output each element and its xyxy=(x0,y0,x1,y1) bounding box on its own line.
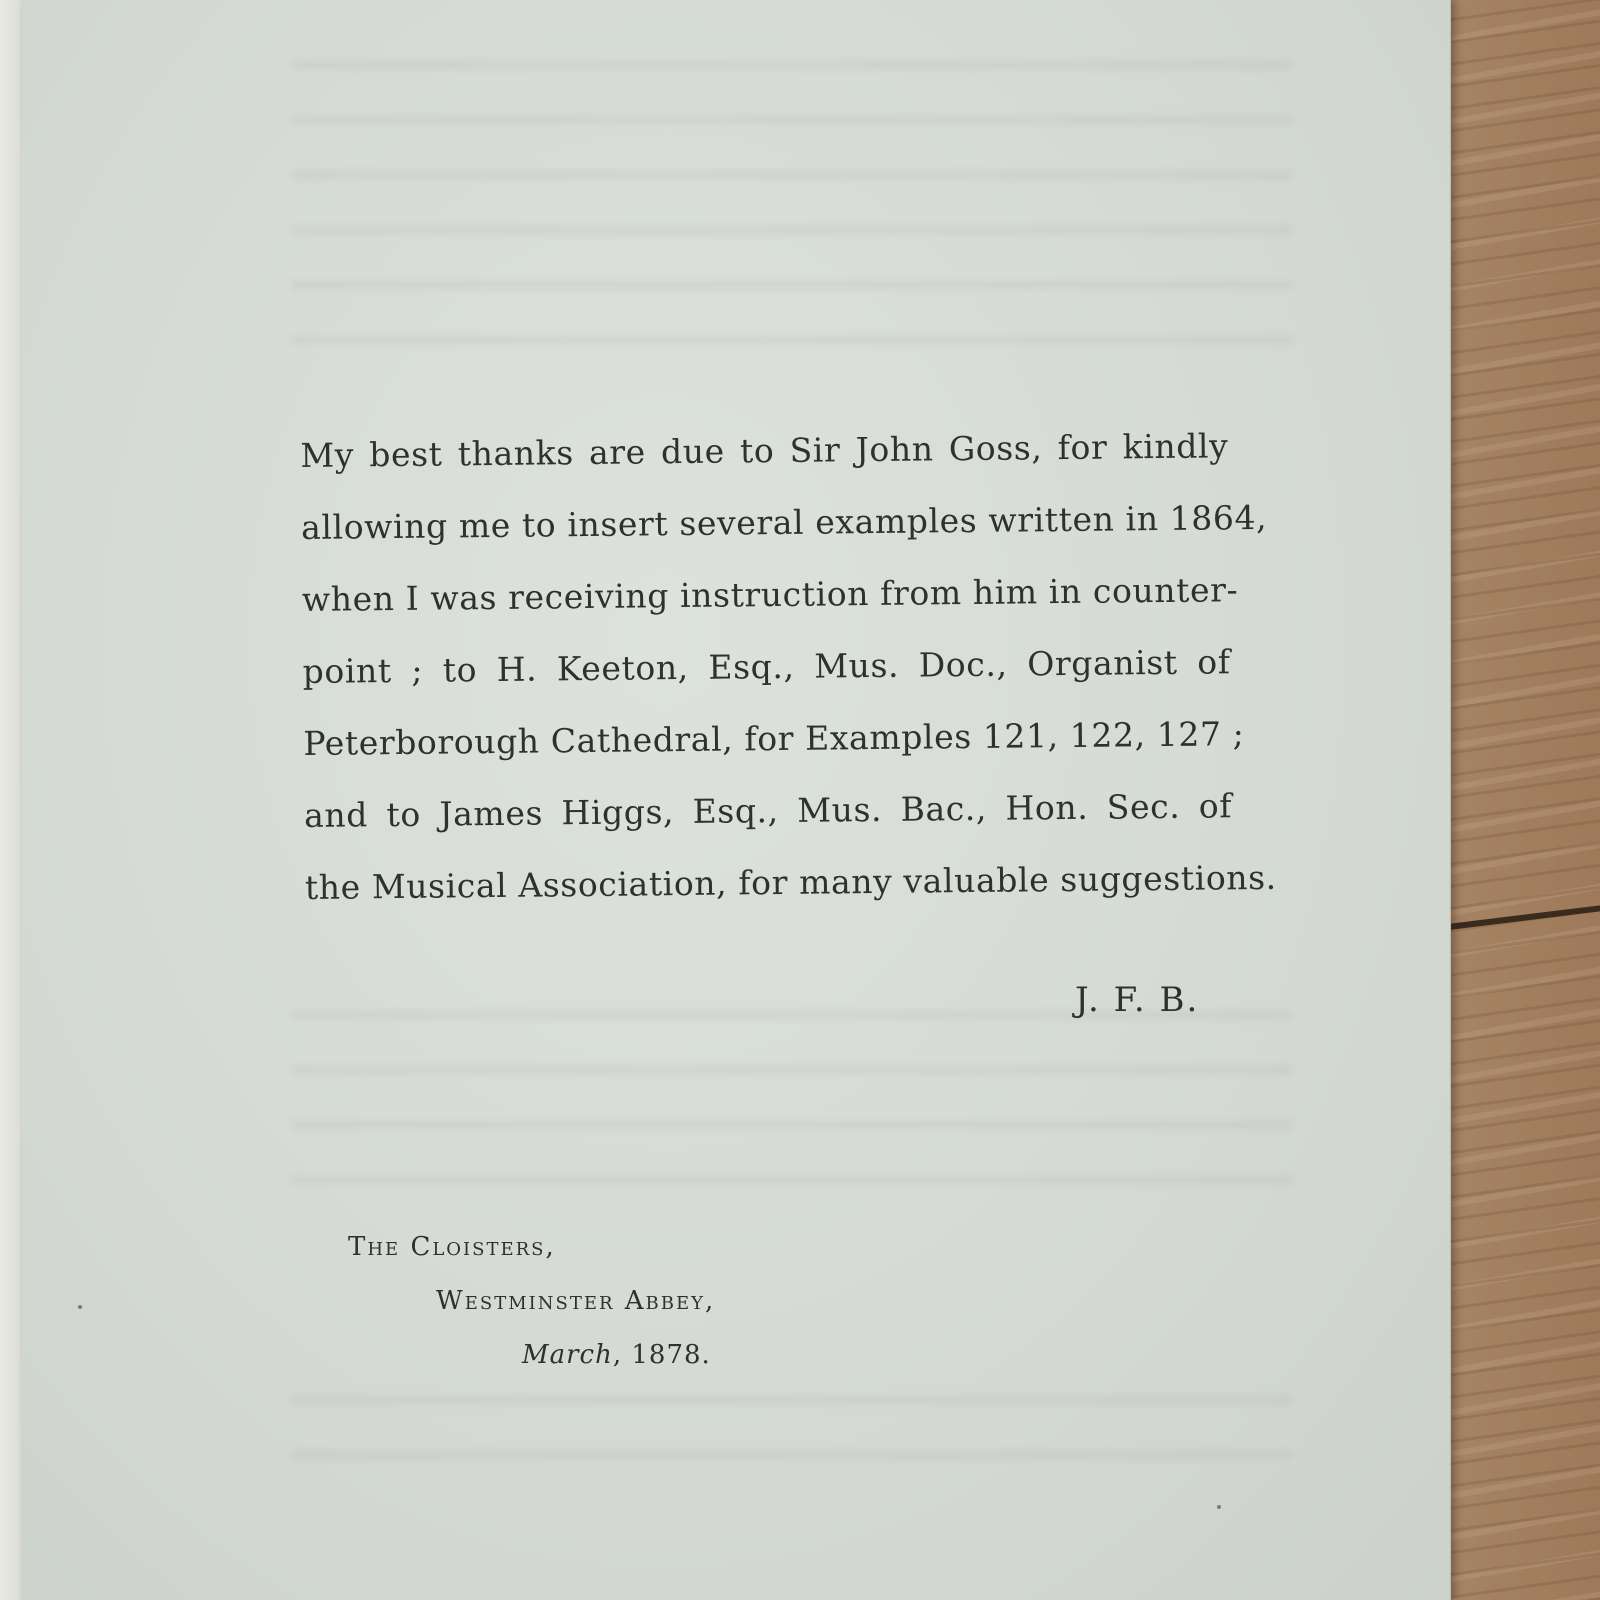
show-through-line xyxy=(292,1120,1292,1130)
paper-speck xyxy=(1217,1505,1221,1509)
show-through-line xyxy=(292,335,1292,345)
paragraph-line: and to James Higgs, Esq., Mus. Bac., Hon. Sec. of xyxy=(303,786,1233,835)
date-month: March xyxy=(522,1340,613,1370)
address-date xyxy=(522,1340,711,1370)
paragraph-line: Peterborough Cathedral, for Examples 121, 122, 127 ; xyxy=(303,714,1245,763)
show-through-line xyxy=(292,280,1292,290)
show-through-line xyxy=(292,115,1292,125)
author-initials: J. F. B. xyxy=(1075,980,1200,1020)
address-line-abbey: Westminster Abbey, xyxy=(436,1286,716,1316)
table-board-seam xyxy=(1440,901,1600,931)
date-year: , 1878. xyxy=(612,1340,711,1370)
show-through-line xyxy=(292,1175,1292,1185)
acknowledgement-paragraph xyxy=(300,410,1277,924)
paragraph-line: the Musical Association, for many valuable suggestions. xyxy=(304,857,1277,907)
show-through-line xyxy=(292,60,1292,70)
show-through-line xyxy=(292,170,1292,180)
paper-speck xyxy=(78,1305,82,1309)
paragraph-line: when I was receiving instruction from him in counter- xyxy=(301,570,1239,619)
show-through-line xyxy=(292,1395,1292,1405)
paragraph-line: My best thanks are due to Sir John Goss, for kindly xyxy=(300,426,1229,475)
paragraph-line: point ; to H. Keeton, Esq., Mus. Doc., Organist of xyxy=(302,642,1231,691)
address-line-cloisters: The Cloisters, xyxy=(348,1232,556,1262)
show-through-line xyxy=(292,225,1292,235)
paragraph-line: allowing me to insert several examples written in 1864, xyxy=(300,497,1268,547)
show-through-line xyxy=(292,1450,1292,1460)
show-through-line xyxy=(292,1065,1292,1075)
